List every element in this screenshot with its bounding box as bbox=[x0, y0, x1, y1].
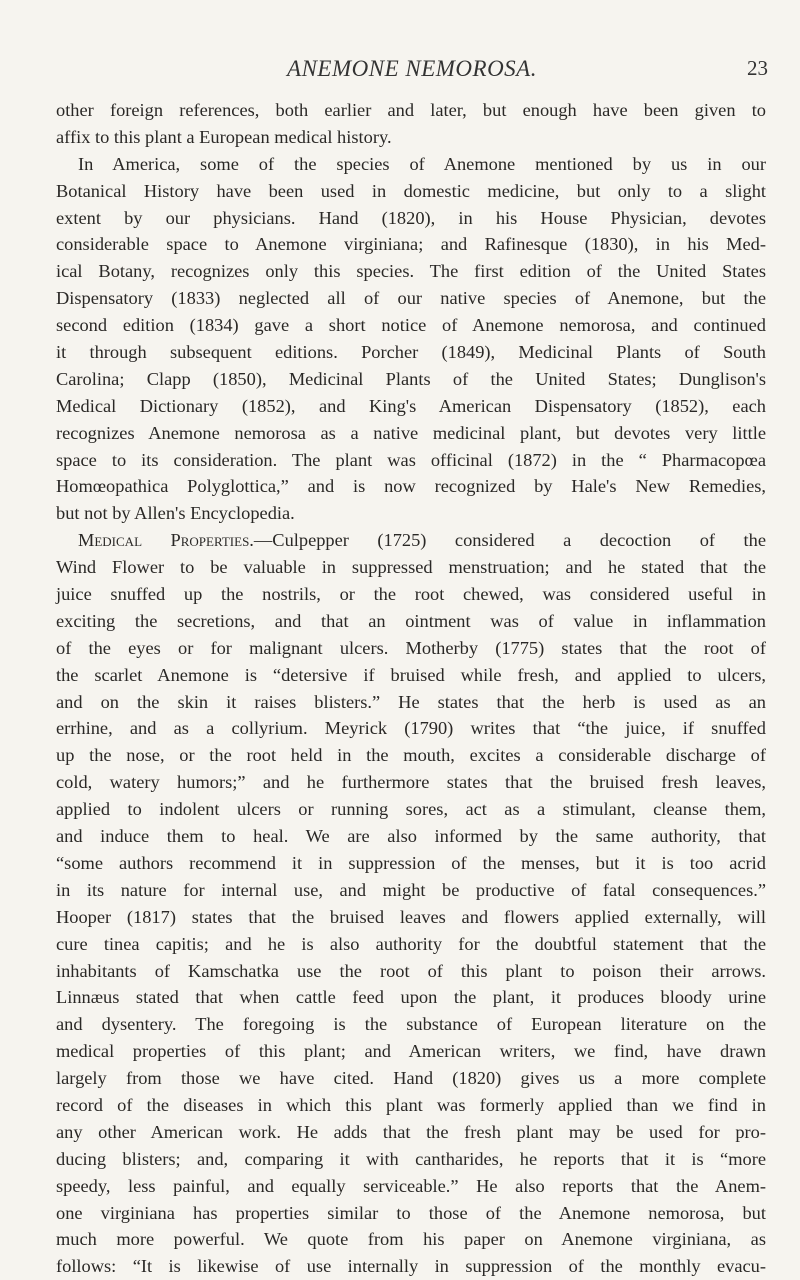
text-line: exciting the secretions, and that an ointment was of value in inflammation bbox=[56, 610, 766, 631]
text-line: ducing blisters; and, comparing it with cantharides, he reports that it is “more bbox=[56, 1148, 766, 1169]
text-line: Dispensatory (1833) neglected all of our native species of Anemone, but the bbox=[56, 288, 766, 309]
text-line: it through subsequent editions. Porcher (1849), Medicinal Plants of South bbox=[56, 342, 766, 363]
text-line: the scarlet Anemone is “detersive if bruised while fresh, and applied to ulcers, bbox=[56, 664, 766, 685]
text-line: record of the diseases in which this plant was formerly applied than we find in bbox=[56, 1094, 766, 1115]
text-line: space to its consideration. The plant was officinal (1872) in the “ Pharmacopœa bbox=[56, 449, 766, 470]
text-line: considerable space to Anemone virginiana; and Rafinesque (1830), in his Med- bbox=[56, 234, 766, 255]
text-line: other foreign references, both earlier and later, but enough have been given to bbox=[56, 100, 766, 120]
text-line: Homœopathica Polyglottica,” and is now recognized by Hale's New Remedies, bbox=[56, 476, 766, 497]
text-line: extent by our physicians. Hand (1820), in his House Physician, devotes bbox=[56, 207, 766, 228]
text-line: errhine, and as a collyrium. Meyrick (1790) writes that “the juice, if snuffed bbox=[56, 718, 766, 739]
text-line: up the nose, or the root held in the mouth, excites a considerable discharge of bbox=[56, 745, 766, 766]
text-line: but not by Allen's Encyclopedia. bbox=[56, 503, 295, 524]
text-line: Medical Dictionary (1852), and King's American Dispensatory (1852), each bbox=[56, 395, 766, 416]
text-line: applied to indolent ulcers or running sores, act as a stimulant, cleanse them, bbox=[56, 799, 766, 820]
text-line: in its nature for internal use, and might be productive of fatal consequences.” bbox=[56, 879, 766, 900]
text-line: second edition (1834) gave a short notice of Anemone nemorosa, and continued bbox=[56, 315, 766, 336]
text-line: one virginiana has properties similar to those of the Anemone nemorosa, but bbox=[56, 1202, 766, 1223]
text-line: and induce them to heal. We are also informed by the same authority, that bbox=[56, 826, 766, 847]
text-line: Medical Properties.—Culpepper (1725) considered a decoction of the bbox=[78, 530, 767, 551]
text-line: follows: “It is likewise of use internally in suppression of the monthly evacu- bbox=[56, 1256, 766, 1277]
text-line: Wind Flower to be valuable in suppressed menstruation; and he stated that the bbox=[56, 557, 766, 578]
text-line: juice snuffed up the nostrils, or the root chewed, was considered useful in bbox=[56, 584, 766, 605]
text-line: cold, watery humors;” and he furthermore states that the bruised fresh leaves, bbox=[56, 772, 766, 793]
text-line: speedy, less painful, and equally serviceable.” He also reports that the Anem- bbox=[56, 1175, 766, 1196]
running-head bbox=[56, 56, 768, 86]
text-line: In America, some of the species of Anemone mentioned by us in our bbox=[78, 153, 766, 174]
text-line: medical properties of this plant; and American writers, we find, have drawn bbox=[56, 1041, 766, 1062]
text-line: and dysentery. The foregoing is the substance of European literature on the bbox=[56, 1014, 766, 1035]
text-line: much more powerful. We quote from his paper on Anemone virginiana, as bbox=[56, 1229, 766, 1250]
text-line: recognizes Anemone nemorosa as a native medicinal plant, but devotes very little bbox=[56, 422, 766, 443]
text-line: Hooper (1817) states that the bruised leaves and flowers applied externally, will bbox=[56, 906, 766, 927]
body-text bbox=[56, 97, 766, 1280]
text-line: cure tinea capitis; and he is also authority for the doubtful statement that the bbox=[56, 933, 766, 954]
text-line: ical Botany, recognizes only this species. The first edition of the United States bbox=[56, 261, 766, 282]
text-line: Botanical History have been used in domestic medicine, but only to a slight bbox=[56, 180, 766, 201]
running-title: ANEMONE NEMOROSA. bbox=[287, 56, 537, 81]
text-line: and on the skin it raises blisters.” He states that the herb is used as an bbox=[56, 691, 766, 712]
text-line: inhabitants of Kamschatka use the root of this plant to poison their arrows. bbox=[56, 960, 766, 981]
text-line: Linnæus stated that when cattle feed upon the plant, it produces bloody urine bbox=[56, 987, 766, 1008]
page-number: 23 bbox=[747, 56, 768, 80]
text-line: “some authors recommend it in suppression of the menses, but it is too acrid bbox=[56, 852, 766, 873]
text-line: of the eyes or for malignant ulcers. Motherby (1775) states that the root of bbox=[56, 637, 766, 658]
text-line: largely from those we have cited. Hand (1820) gives us a more complete bbox=[56, 1068, 766, 1089]
text-line: affix to this plant a European medical history. bbox=[56, 126, 392, 147]
text-line: any other American work. He adds that the fresh plant may be used for pro- bbox=[56, 1121, 766, 1142]
text-line: Carolina; Clapp (1850), Medicinal Plants of the United States; Dunglison's bbox=[56, 368, 766, 389]
